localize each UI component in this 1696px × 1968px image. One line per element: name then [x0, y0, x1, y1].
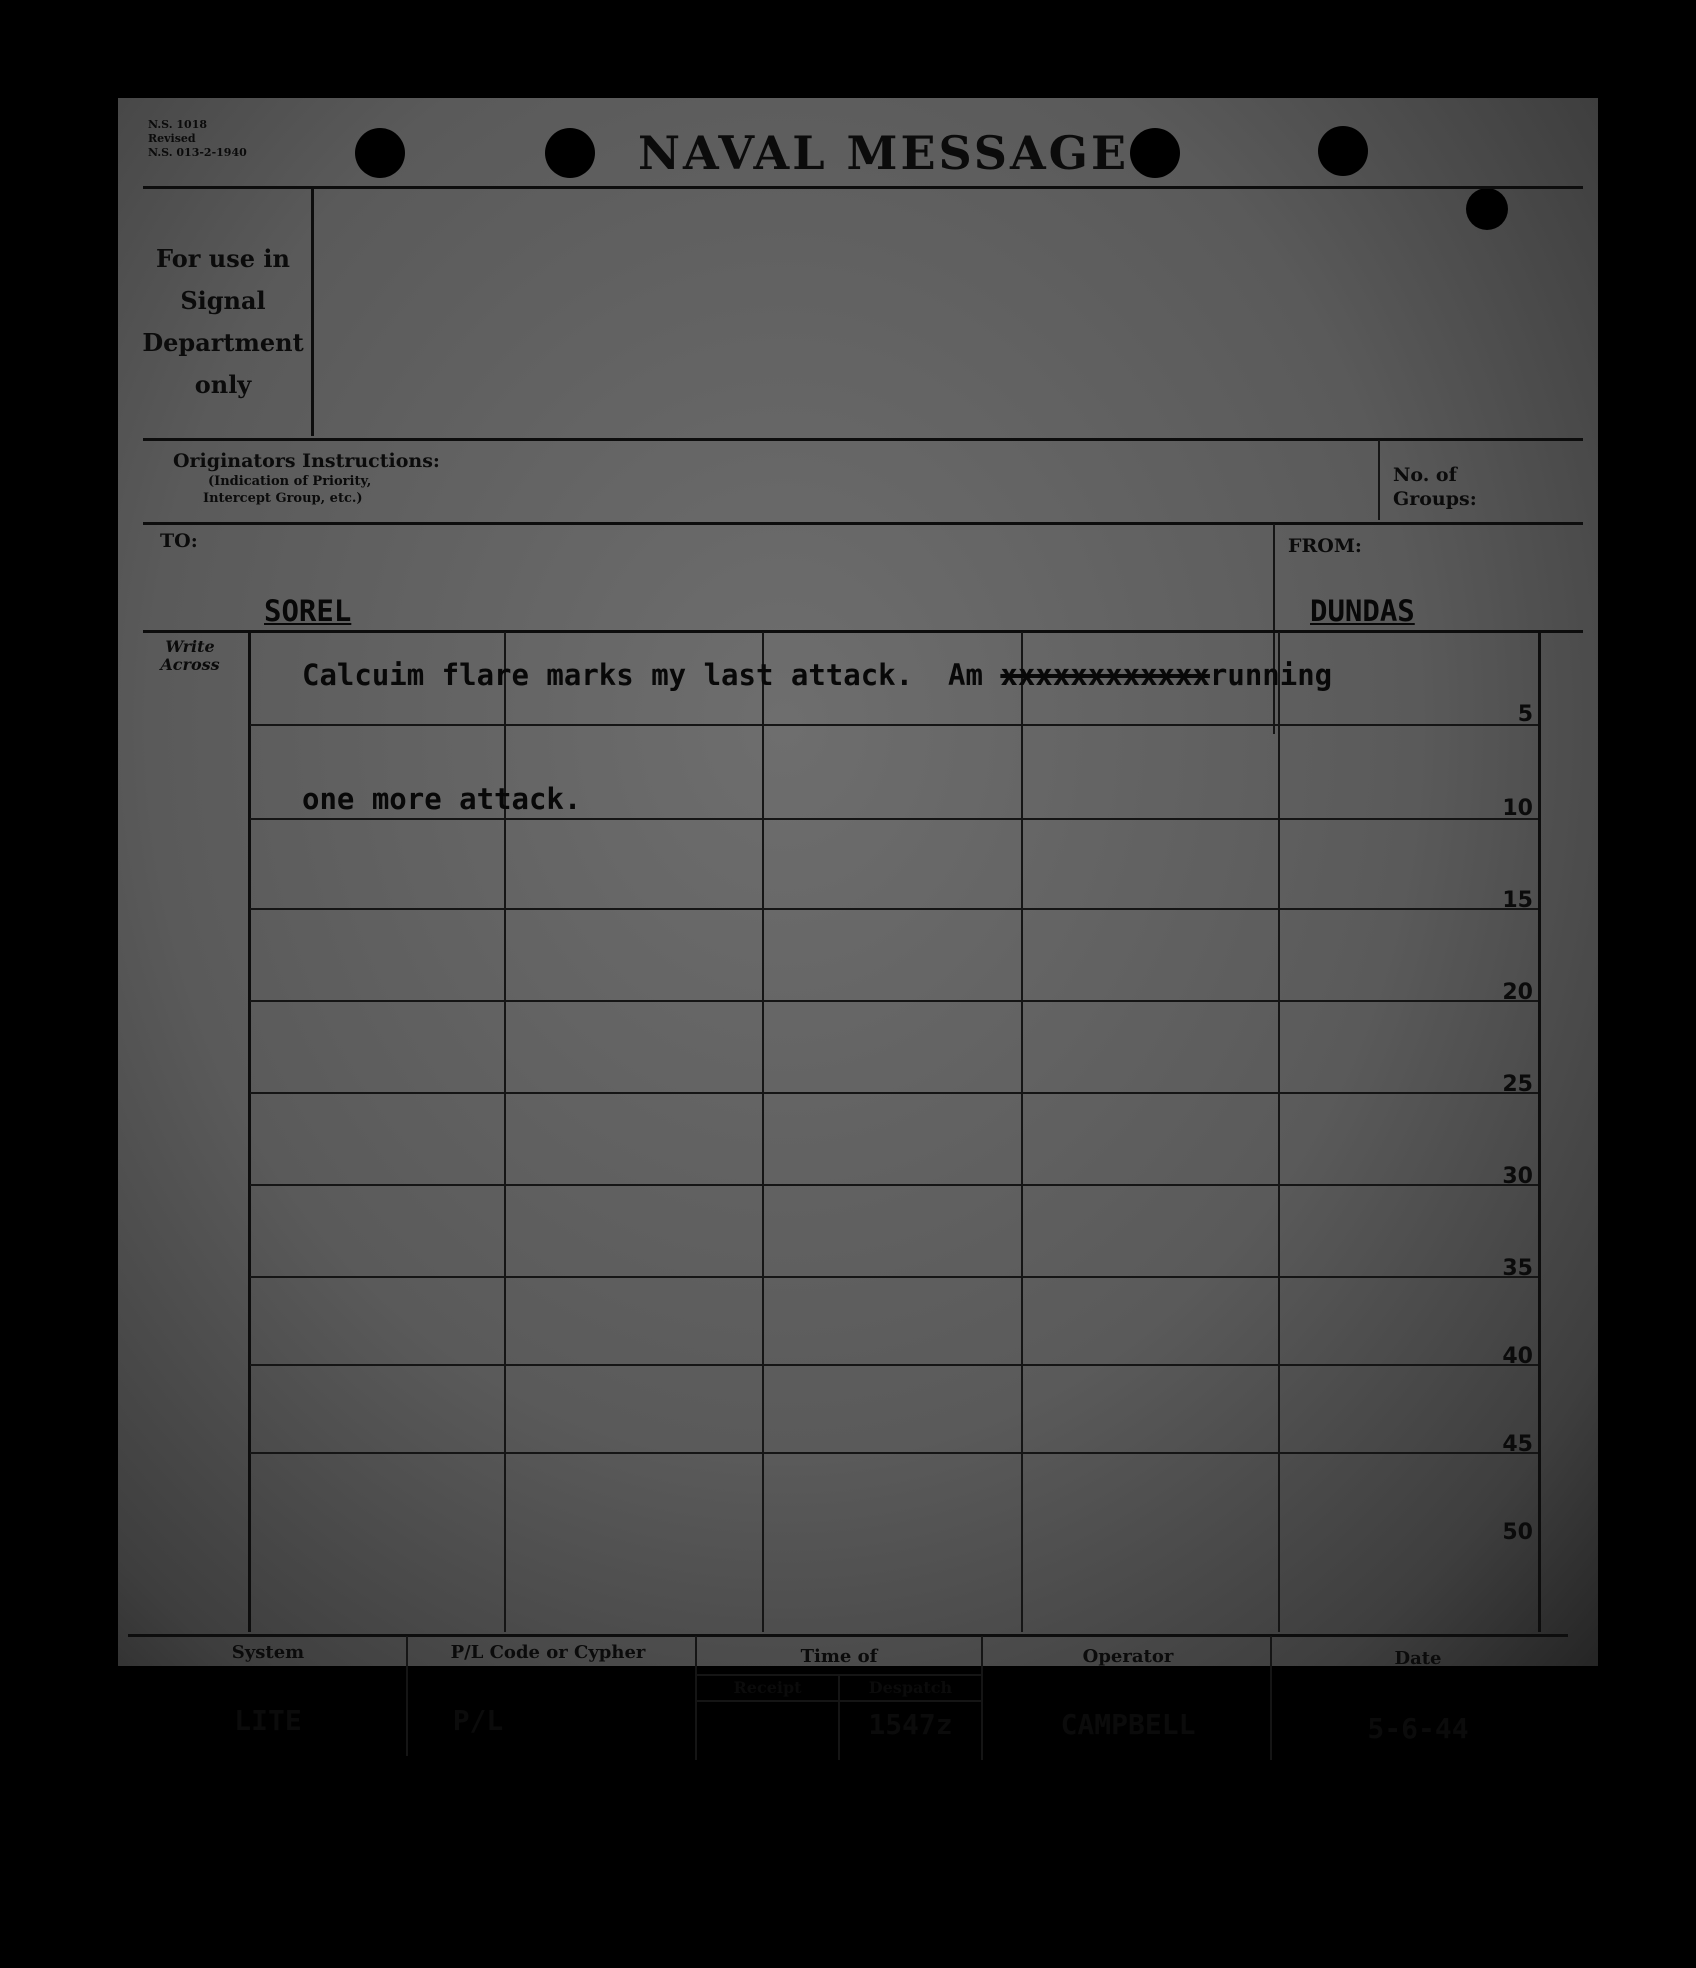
message-text: Calcuim flare marks my last attack. Am — [302, 658, 1001, 692]
divider — [1378, 440, 1380, 520]
form-number — [148, 118, 247, 160]
message-line — [302, 658, 1332, 692]
signal-department-label — [138, 238, 308, 406]
row-number: 35 — [1502, 1256, 1533, 1281]
signal-label-line: Signal — [180, 286, 266, 315]
divider — [1538, 632, 1541, 1632]
divider — [981, 1636, 983, 1760]
signal-label-line: only — [194, 370, 252, 399]
originator-instructions-label: Originators Instructions: — [173, 450, 440, 472]
row-number: 40 — [1502, 1344, 1533, 1369]
row-number: 20 — [1502, 980, 1533, 1005]
divider — [250, 724, 1538, 726]
signal-label-line: Department — [142, 328, 304, 357]
form-number-line: N.S. 1018 — [148, 118, 208, 131]
divider — [250, 1000, 1538, 1002]
from-value: DUNDAS — [1310, 594, 1415, 628]
message-line: one more attack. — [302, 782, 582, 816]
write-across-line: Write — [165, 637, 215, 656]
struck-text: xxxxxxxxxxxx — [1000, 658, 1210, 692]
originator-sublabel: (Indication of Priority, — [208, 474, 372, 489]
punch-hole — [1466, 188, 1508, 230]
divider — [406, 1636, 408, 1756]
punch-hole — [355, 128, 405, 178]
divider — [250, 1184, 1538, 1186]
naval-message-form — [118, 98, 1598, 1745]
form-number-line: Revised — [148, 132, 196, 145]
time-of-label: Time of — [800, 1646, 878, 1667]
row-number: 50 — [1502, 1520, 1533, 1545]
despatch-label: Despatch — [868, 1678, 953, 1697]
divider — [1270, 1636, 1272, 1760]
divider — [311, 186, 314, 436]
divider — [1021, 632, 1023, 1632]
date-label: Date — [1394, 1648, 1442, 1669]
row-number: 10 — [1502, 796, 1533, 821]
write-across-line: Across — [160, 655, 220, 674]
row-number: 25 — [1502, 1072, 1533, 1097]
divider — [250, 1452, 1538, 1454]
code-label: P/L Code or Cypher — [450, 1642, 646, 1663]
signal-label-line: For use in — [156, 244, 290, 273]
divider — [250, 818, 1538, 820]
despatch-value: 1547z — [868, 1708, 953, 1741]
divider — [1273, 524, 1275, 734]
punch-hole — [1318, 126, 1368, 176]
row-number: 15 — [1502, 888, 1533, 913]
operator-value: CAMPBELL — [1060, 1708, 1196, 1741]
divider — [143, 438, 1583, 441]
receipt-label: Receipt — [733, 1678, 802, 1697]
divider — [762, 632, 764, 1632]
from-label: FROM: — [1288, 535, 1362, 557]
divider — [1278, 632, 1280, 1632]
code-value: P/L — [452, 1704, 504, 1737]
form-title: NAVAL MESSAGE — [638, 126, 1130, 180]
row-number: 45 — [1502, 1432, 1533, 1457]
to-value: SOREL — [264, 594, 352, 628]
divider — [250, 1276, 1538, 1278]
groups-label: Groups: — [1393, 488, 1477, 510]
date-value: 5-6-44 — [1367, 1712, 1469, 1745]
divider — [143, 186, 1583, 189]
divider — [250, 908, 1538, 910]
divider — [697, 1674, 981, 1676]
divider — [128, 1634, 1568, 1637]
message-text: running — [1209, 658, 1333, 692]
divider — [248, 632, 251, 1632]
to-label: TO: — [160, 530, 198, 552]
divider — [250, 1092, 1538, 1094]
write-across-label — [150, 638, 230, 674]
punch-hole — [1130, 128, 1180, 178]
punch-hole — [545, 128, 595, 178]
row-number: 30 — [1502, 1164, 1533, 1189]
divider — [697, 1700, 981, 1702]
row-number: 5 — [1517, 702, 1533, 727]
system-value: LITE — [234, 1704, 302, 1737]
divider — [143, 522, 1583, 525]
groups-label: No. of — [1393, 464, 1457, 486]
originator-sublabel: Intercept Group, etc.) — [203, 491, 363, 506]
divider — [250, 1364, 1538, 1366]
divider — [143, 630, 1583, 633]
system-label: System — [231, 1642, 305, 1663]
form-number-line: N.S. 013-2-1940 — [148, 146, 247, 159]
operator-label: Operator — [1082, 1646, 1174, 1667]
